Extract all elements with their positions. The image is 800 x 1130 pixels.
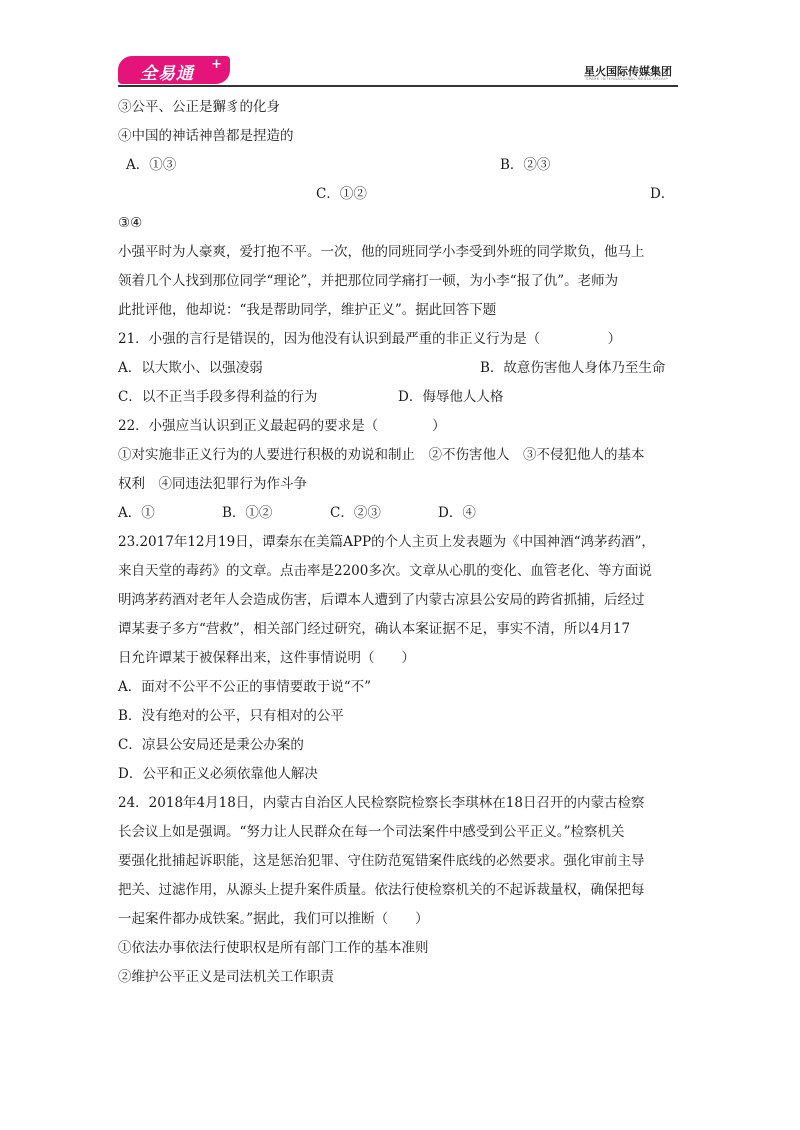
logo-text: 全易通 [140, 64, 194, 84]
q20-options-row1 [118, 151, 688, 180]
q22-statements-1: ①对实施非正义行为的人要进行积极的劝说和制止 ②不伤害他人 ③不侵犯他人的基本 [118, 447, 645, 463]
statement-3: ③公平、公正是獬豸的化身 [118, 99, 280, 115]
q20-options-row2 [118, 180, 688, 209]
q20-option-b: B．②③ [500, 157, 551, 173]
q23-option-b: B．没有绝对的公平，只有相对的公平 [118, 708, 344, 724]
q21-option-a: A．以大欺小、以强凌弱 [118, 360, 263, 376]
q23-stem-5: 日允许谭某于被保释出来，这件事情说明（ ） [118, 650, 415, 666]
q20-option-d-cont: ③④ [118, 215, 143, 231]
q23-option-d: D．公平和正义必须依靠他人解决 [118, 766, 318, 782]
q22-options [118, 499, 688, 528]
q24-stem-1: 24．2018年4月18日，内蒙古自治区人民检察院检察长李琪林在18日召开的内蒙古检察 [118, 795, 645, 811]
document-body [118, 93, 688, 992]
page-header [0, 0, 800, 96]
q23-stem-4: 谭某妻子多方“营救”，相关部门经过研究，确认本案证据不足，事实不清，所以4月17 [118, 621, 631, 637]
q20-option-d: D． [650, 186, 675, 202]
q23-stem-1: 23.2017年12月19日，谭秦东在美篇APP的个人主页上发表题为《中国神酒“鸿茅药酒”， [118, 534, 655, 550]
scenario-line-3: 此批评他，他却说：“我是帮助同学，维护正义”。据此回答下题 [118, 302, 497, 318]
scenario-line-1: 小强平时为人豪爽，爱打抱不平。一次，他的同班同学小李受到外班的同学欺负，他马上 [118, 244, 645, 260]
q21-option-d: D．侮辱他人人格 [398, 389, 504, 405]
q22-option-c: C．②③ [330, 505, 381, 521]
q21-option-b: B．故意伤害他人身体乃至生命 [480, 360, 666, 376]
q21-options-row1 [118, 354, 688, 383]
statement-4: ④中国的神话神兽都是捏造的 [118, 128, 294, 144]
q22-option-b: B．①② [222, 505, 273, 521]
q22-stem: 22．小强应当认识到正义最起码的要求是（ ） [118, 418, 446, 434]
q23-stem-2: 来自天堂的毒药》的文章。点击率是2200多次。文章从心肌的变化、血管老化、等方面说 [118, 563, 652, 579]
q24-stem-2: 长会议上如是强调。“努力让人民群众在每一个司法案件中感受到公平正义。”检察机关 [118, 824, 625, 840]
header-divider [118, 85, 678, 87]
q22-statements-2: 权利 ④同违法犯罪行为作斗争 [118, 476, 307, 492]
q24-statement-2: ②维护公平正义是司法机关工作职责 [118, 969, 334, 985]
q24-stem-3: 要强化批捕起诉职能，这是惩治犯罪、守住防范冤错案件底线的必然要求。强化审前主导 [118, 853, 645, 869]
q24-stem-5: 一起案件都办成铁案。”据此，我们可以推断（ ） [118, 911, 429, 927]
q21-option-c: C．以不正当手段多得利益的行为 [118, 389, 318, 405]
scenario-line-2: 领着几个人找到那位同学“理论”，并把那位同学痛打一顿，为小李“报了仇”。老师为 [118, 273, 619, 289]
quanyitong-logo [118, 56, 230, 84]
q24-stem-4: 把关、过滤作用，从源头上提升案件质量。依法行使检察机关的不起诉裁量权，确保把每 [118, 882, 645, 898]
q23-stem-3: 明鸿茅药酒对老年人会造成伤害，后谭本人遭到了内蒙古凉县公安局的跨省抓捕，后经过 [118, 592, 645, 608]
q21-stem: 21．小强的言行是错误的，因为他没有认识到最严重的非正义行为是（ ） [118, 331, 622, 347]
q21-options-row2 [118, 383, 688, 412]
brand-subtitle: SPARK INTERNATIONAL MEDIA GROUP [586, 77, 669, 81]
q20-option-a: A．①③ [126, 157, 177, 173]
q22-option-a: A．① [118, 505, 155, 521]
q20-option-c: C．①② [316, 186, 367, 202]
logo-plus: + [211, 57, 222, 72]
q22-option-d: D．④ [438, 505, 476, 521]
q23-option-a: A．面对不公平不公正的事情要敢于说“不” [118, 679, 372, 695]
brand-name: 星火国际传媒集团 [584, 65, 672, 78]
q24-statement-1: ①依法办事依法行使职权是所有部门工作的基本准则 [118, 940, 429, 956]
q23-option-c: C．凉县公安局还是秉公办案的 [118, 737, 304, 753]
